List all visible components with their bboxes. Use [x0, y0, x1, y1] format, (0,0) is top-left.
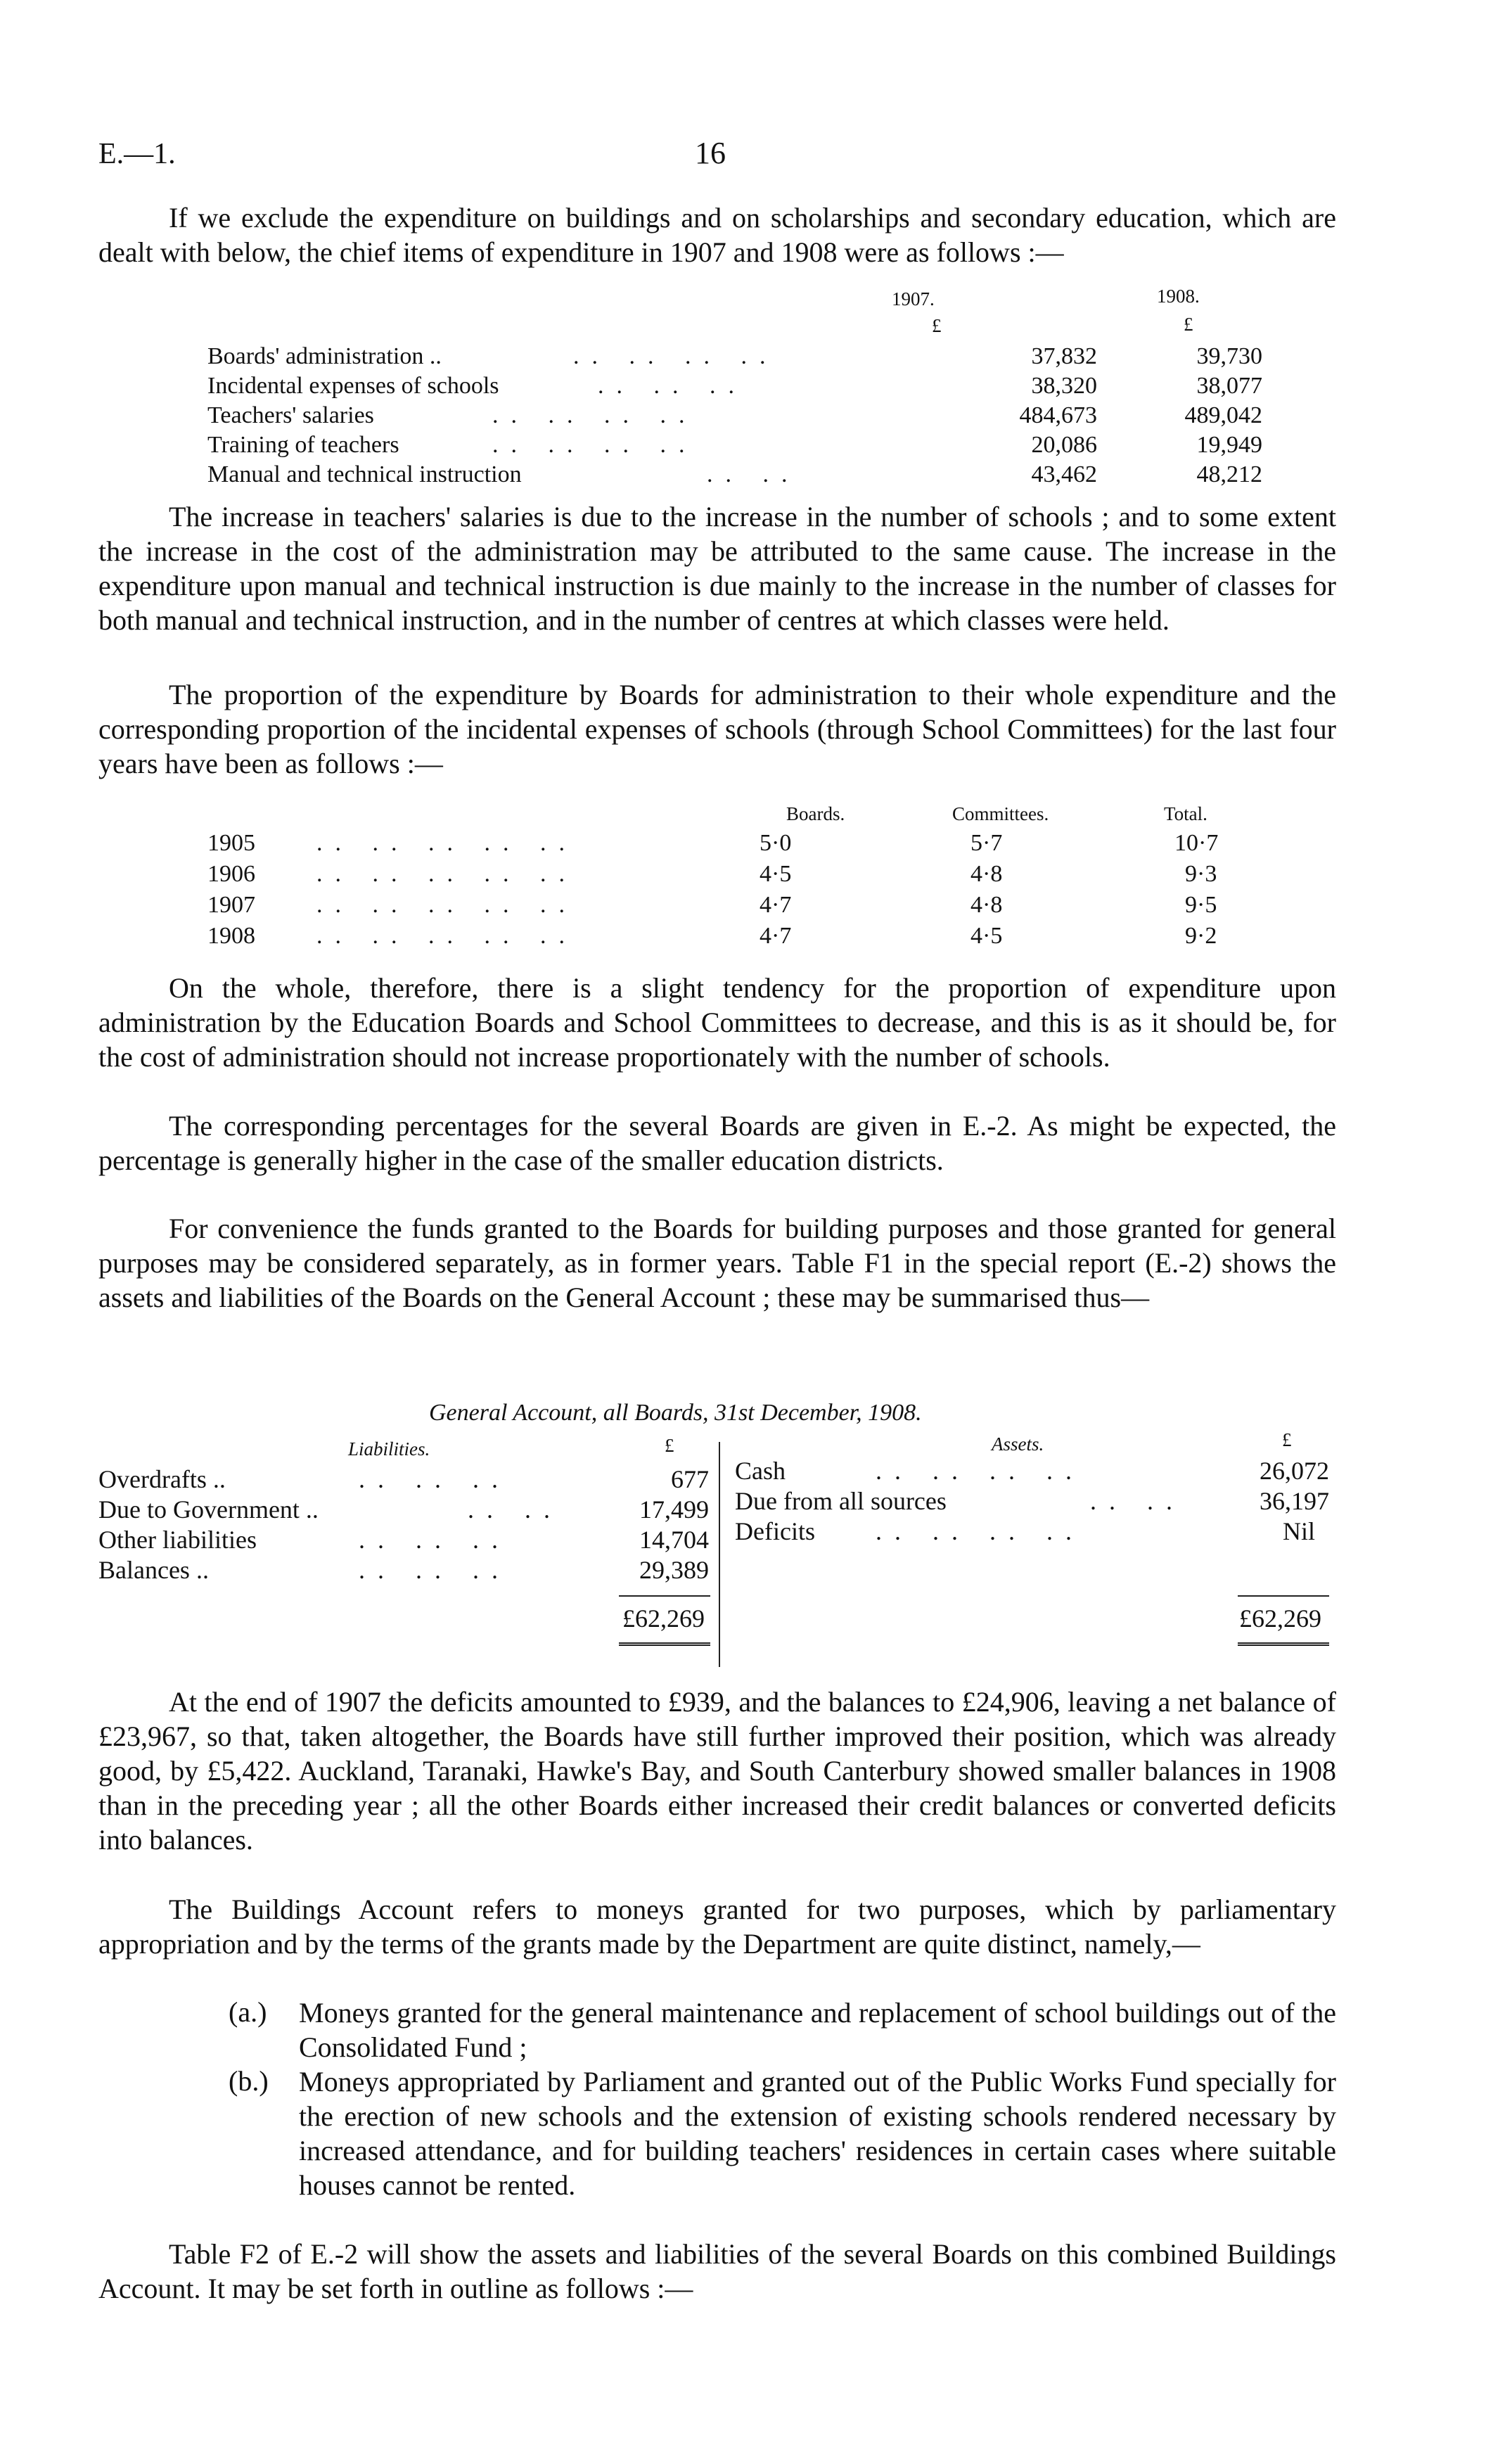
table-row: 1908 .. .. .. .. .. 4·7 4·5 9·2: [207, 923, 1217, 949]
table-row: 1906 .. .. .. .. .. 4·5 4·8 9·3: [207, 861, 1217, 887]
assets-header: Assets.: [992, 1433, 1044, 1455]
liability-row: Balances .. .. .. .. 29,389: [98, 1556, 709, 1584]
col-header-committees: Committees.: [952, 803, 1049, 824]
table-row: Boards' administration .. .. .. .. .. 37,832 39,730: [207, 343, 1262, 369]
liabilities-double-rule: [619, 1642, 710, 1646]
liabilities-currency: £: [665, 1435, 674, 1456]
table-row: Training of teachers .. .. .. .. 20,086 19,949: [207, 432, 1262, 458]
liability-row: Other liabilities .. .. .. 14,704: [98, 1526, 709, 1554]
column-divider: [719, 1442, 720, 1667]
table-row: Incidental expenses of schools .. .. .. 38,320 38,077: [207, 373, 1262, 399]
deficits-paragraph: At the end of 1907 the deficits amounted to £939, and the balances to £24,906, leaving a net balance of £23,967, so that, taken altogether, the Boards have still further improved their position, which was already good, by £5,422. Auckland, Taranaki, Hawke's Bay, and South Canterbury showed smaller balances in 1908 than in the preceding year ; all the other Boards either increased their credit balances or converted deficits into balances.: [98, 1686, 1336, 1856]
liability-row: Overdrafts .. .. .. .. 677: [98, 1465, 709, 1493]
table-row: 1907 .. .. .. .. .. 4·7 4·8 9·5: [207, 892, 1217, 918]
asset-row: Cash .. .. .. .. 26,072: [735, 1457, 1329, 1485]
liabilities-total: £62,269: [622, 1604, 705, 1633]
currency-1907: £: [932, 315, 942, 336]
col-header-1908: 1908.: [1157, 286, 1200, 307]
list-item-marker: (b.): [229, 2065, 269, 2097]
assets-double-rule: [1238, 1642, 1329, 1646]
convenience-paragraph: For convenience the funds granted to the Boards for building purposes and those granted for general purposes may be considered separately, as in former years. Table F1 in the special report (E.-2) shows the assets and liabilities of the Boards on the General Account ; these may be summarised thus—: [98, 1213, 1336, 1313]
list-item-marker: (a.): [229, 1996, 267, 2028]
col-header-total: Total.: [1164, 803, 1207, 824]
percentages-paragraph: The corresponding percentages for the several Boards are given in E.-2. As might be expected, the percentage is generally higher in the case of the smaller education districts.: [98, 1110, 1336, 1176]
table-row: Manual and technical instruction .. .. 43,462 48,212: [207, 461, 1262, 487]
table-row: Teachers' salaries .. .. .. .. 484,673 489,042: [207, 402, 1262, 428]
col-header-boards: Boards.: [786, 803, 845, 824]
liability-row: Due to Government .. .. .. 17,499: [98, 1495, 709, 1524]
assets-total-rule: [1238, 1595, 1329, 1597]
final-paragraph: Table F2 of E.-2 will show the assets and liabilities of the several Boards on this combined Buildings Account. It may be set forth in outline as follows :—: [98, 2238, 1336, 2304]
asset-row: Deficits .. .. .. .. Nil: [735, 1517, 1315, 1545]
liabilities-total-rule: [619, 1595, 710, 1597]
general-account-title: General Account, all Boards, 31st December, 1908.: [429, 1400, 922, 1426]
buildings-paragraph: The Buildings Account refers to moneys granted for two purposes, which by parliamentary appropriation and by the terms of the grants made by the Department are quite distinct, namely,—: [98, 1893, 1336, 1960]
page-number: 16: [695, 136, 726, 170]
tendency-paragraph: On the whole, therefore, there is a slight tendency for the proportion of expenditure upon administration by the Education Boards and School Committees to decrease, and this is as it should be, for the cost of administration should not increase proportionately with the number of schools.: [98, 972, 1336, 1073]
asset-row: Due from all sources .. .. 36,197: [735, 1487, 1329, 1515]
list-item: Moneys appropriated by Parliament and granted out of the Public Works Fund specially for the erection of new schools and the extension of existing schools rendered necessary by increased attendance, and for building teachers' residences in certain cases where suitable houses cannot be rented.: [299, 2066, 1336, 2201]
table-row: 1905 .. .. .. .. .. 5·0 5·7 10·7: [207, 830, 1219, 856]
liabilities-header: Liabilities.: [348, 1438, 430, 1460]
col-header-1907: 1907.: [892, 288, 935, 309]
proportion-paragraph: The proportion of the expenditure by Boards for administration to their whole expenditure and the corresponding proportion of the incidental expenses of schools (through School Committees) for the last four years have been as follows :—: [98, 679, 1336, 779]
intro-paragraph: If we exclude the expenditure on buildings and on scholarships and secondary education, which are dealt with below, the chief items of expenditure in 1907 and 1908 were as follows :—: [98, 202, 1336, 268]
assets-total: £62,269: [1239, 1604, 1321, 1633]
currency-1908: £: [1184, 314, 1193, 335]
salaries-paragraph: The increase in teachers' salaries is due to the increase in the number of schools ; and to some extent the increase in the cost of the administration may be attributed to the same cause. The increase in the expenditure upon manual and technical instruction is due mainly to the increase in the number of classes for both manual and technical instruction, and in the number of centres at which classes were held.: [98, 501, 1336, 636]
list-item: Moneys granted for the general maintenance and replacement of school buildings out of the Consolidated Fund ;: [299, 1997, 1336, 2063]
document-ref: E.—1.: [98, 138, 176, 170]
assets-currency: £: [1282, 1429, 1292, 1450]
